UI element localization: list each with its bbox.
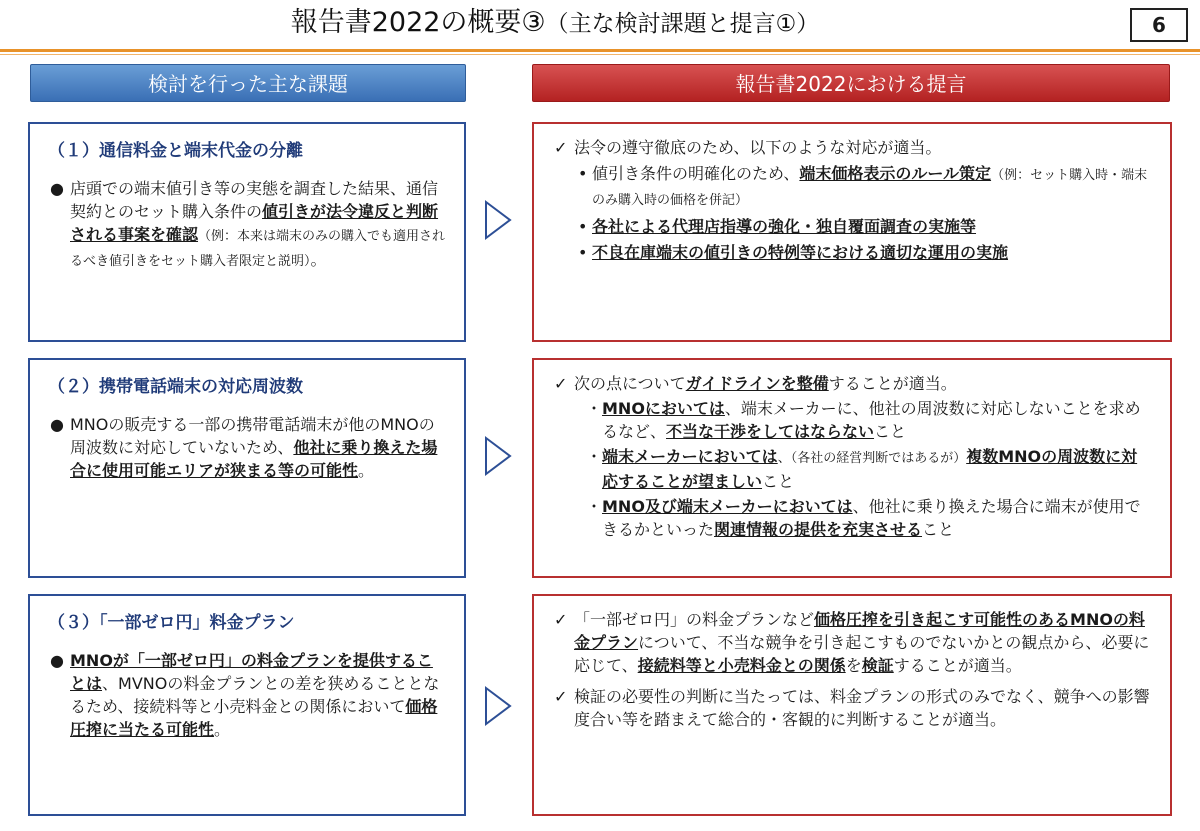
page-title xyxy=(0,0,1110,46)
sub-item: ・ MNO及び端末メーカーにおいては、他社に乗り換えた場合に端末が使用できるかといった関連情報の提供を充実させること xyxy=(586,497,1141,539)
bullet-dot-icon: • xyxy=(578,243,588,262)
arrow-right-icon xyxy=(484,200,512,240)
sub-item: • 不良在庫端末の値引きの特例等における適切な運用の実施 xyxy=(578,243,1009,262)
issue-box-2 xyxy=(28,358,466,578)
checkmark-icon: ✓ xyxy=(554,374,568,393)
bullet-dot-icon: • xyxy=(578,217,588,236)
bullet-dot-icon: ・ xyxy=(586,447,603,466)
issue-bullet-3: ● MNOが「一部ゼロ円」の料金プランを提供することは、MVNOの料金プランとの差を狭めることとなるため、接続料等と小売料金との関係において価格圧搾に当たる可能性。 xyxy=(50,651,440,739)
bullet-dot-icon: ● xyxy=(50,179,64,198)
issue-bullet-2: ● MNOの販売する一部の携帯電話端末が他のMNOの周波数に対応していないため、他社に乗り換えた場合に使用可能エリアが狭まる等の可能性。 xyxy=(50,415,438,480)
header-rule-thin xyxy=(0,54,1200,55)
arrow-right-icon xyxy=(484,686,512,726)
checkmark-icon: ✓ xyxy=(554,138,568,157)
arrow-right-icon xyxy=(484,436,512,476)
sub-item: ・ 端末メーカーにおいては、（各社の経営判断ではあるが）複数MNOの周波数に対応することが望ましいこと xyxy=(586,447,1138,491)
issue-heading-3: （３）「一部ゼロ円」料金プラン xyxy=(48,613,295,633)
bullet-dot-icon: ・ xyxy=(586,497,603,516)
left-column-header: 検討を行った主な課題 xyxy=(30,64,466,102)
checkmark-icon: ✓ xyxy=(554,610,568,629)
sub-item: ・ MNOにおいては、端末メーカーに、他社の周波数に対応しないことを求めるなど、不当な干渉をしてはならないこと xyxy=(586,399,1141,441)
recommendation-box-3 xyxy=(532,594,1172,816)
sub-item: • 各社による代理店指導の強化・独自覆面調査の実施等 xyxy=(578,217,977,236)
issue-heading-1: （１）通信料金と端末代金の分離 xyxy=(48,141,303,161)
recommendation-box-2 xyxy=(532,358,1172,578)
check-item: ✓ 法令の遵守徹底のため、以下のような対応が適当。 xyxy=(554,138,942,157)
issue-box-1 xyxy=(28,122,466,342)
header-rule xyxy=(0,49,1200,52)
bullet-dot-icon: • xyxy=(578,164,588,183)
check-item: ✓ 検証の必要性の判断に当たっては、料金プランの形式のみでなく、競争への影響度合い等を踏まえて総合的・客観的に判断することが適当。 xyxy=(554,687,1150,729)
bullet-dot-icon: ・ xyxy=(586,399,603,418)
check-item: ✓ 次の点についてガイドラインを整備することが適当。 xyxy=(554,374,957,393)
page-title-sub: （主な検討課題と提言①） xyxy=(545,11,820,37)
checkmark-icon: ✓ xyxy=(554,687,568,706)
sub-item: • 値引き条件の明確化のため、端末価格表示のルール策定（例：セット購入時・端末のみ購入時の価格を併記） xyxy=(578,164,1148,208)
issue-heading-2: （２）携帯電話端末の対応周波数 xyxy=(48,377,303,397)
check-item: ✓ 「一部ゼロ円」の料金プランなど価格圧搾を引き起こす可能性のあるMNOの料金プランについて、不当な競争を引き起こすものでないかとの観点から、必要に応じて、接続料等と小売料金との関係を検証することが適当。 xyxy=(554,610,1150,675)
issue-box-3 xyxy=(28,594,466,816)
right-column-header: 報告書2022における提言 xyxy=(532,64,1170,102)
page-title-main: 報告書2022の概要③ xyxy=(290,7,546,38)
bullet-dot-icon: ● xyxy=(50,415,64,434)
issue-bullet-1: ● 店頭での端末値引き等の実態を調査した結果、通信契約とのセット購入条件の値引きが法令違反と判断される事案を確認（例：本来は端末のみの購入でも適用されるべき値引きをセット購入者限定と説明）。 xyxy=(50,179,446,269)
bullet-dot-icon: ● xyxy=(50,651,64,670)
recommendation-box-1 xyxy=(532,122,1172,342)
page-number: 6 xyxy=(1130,8,1188,42)
